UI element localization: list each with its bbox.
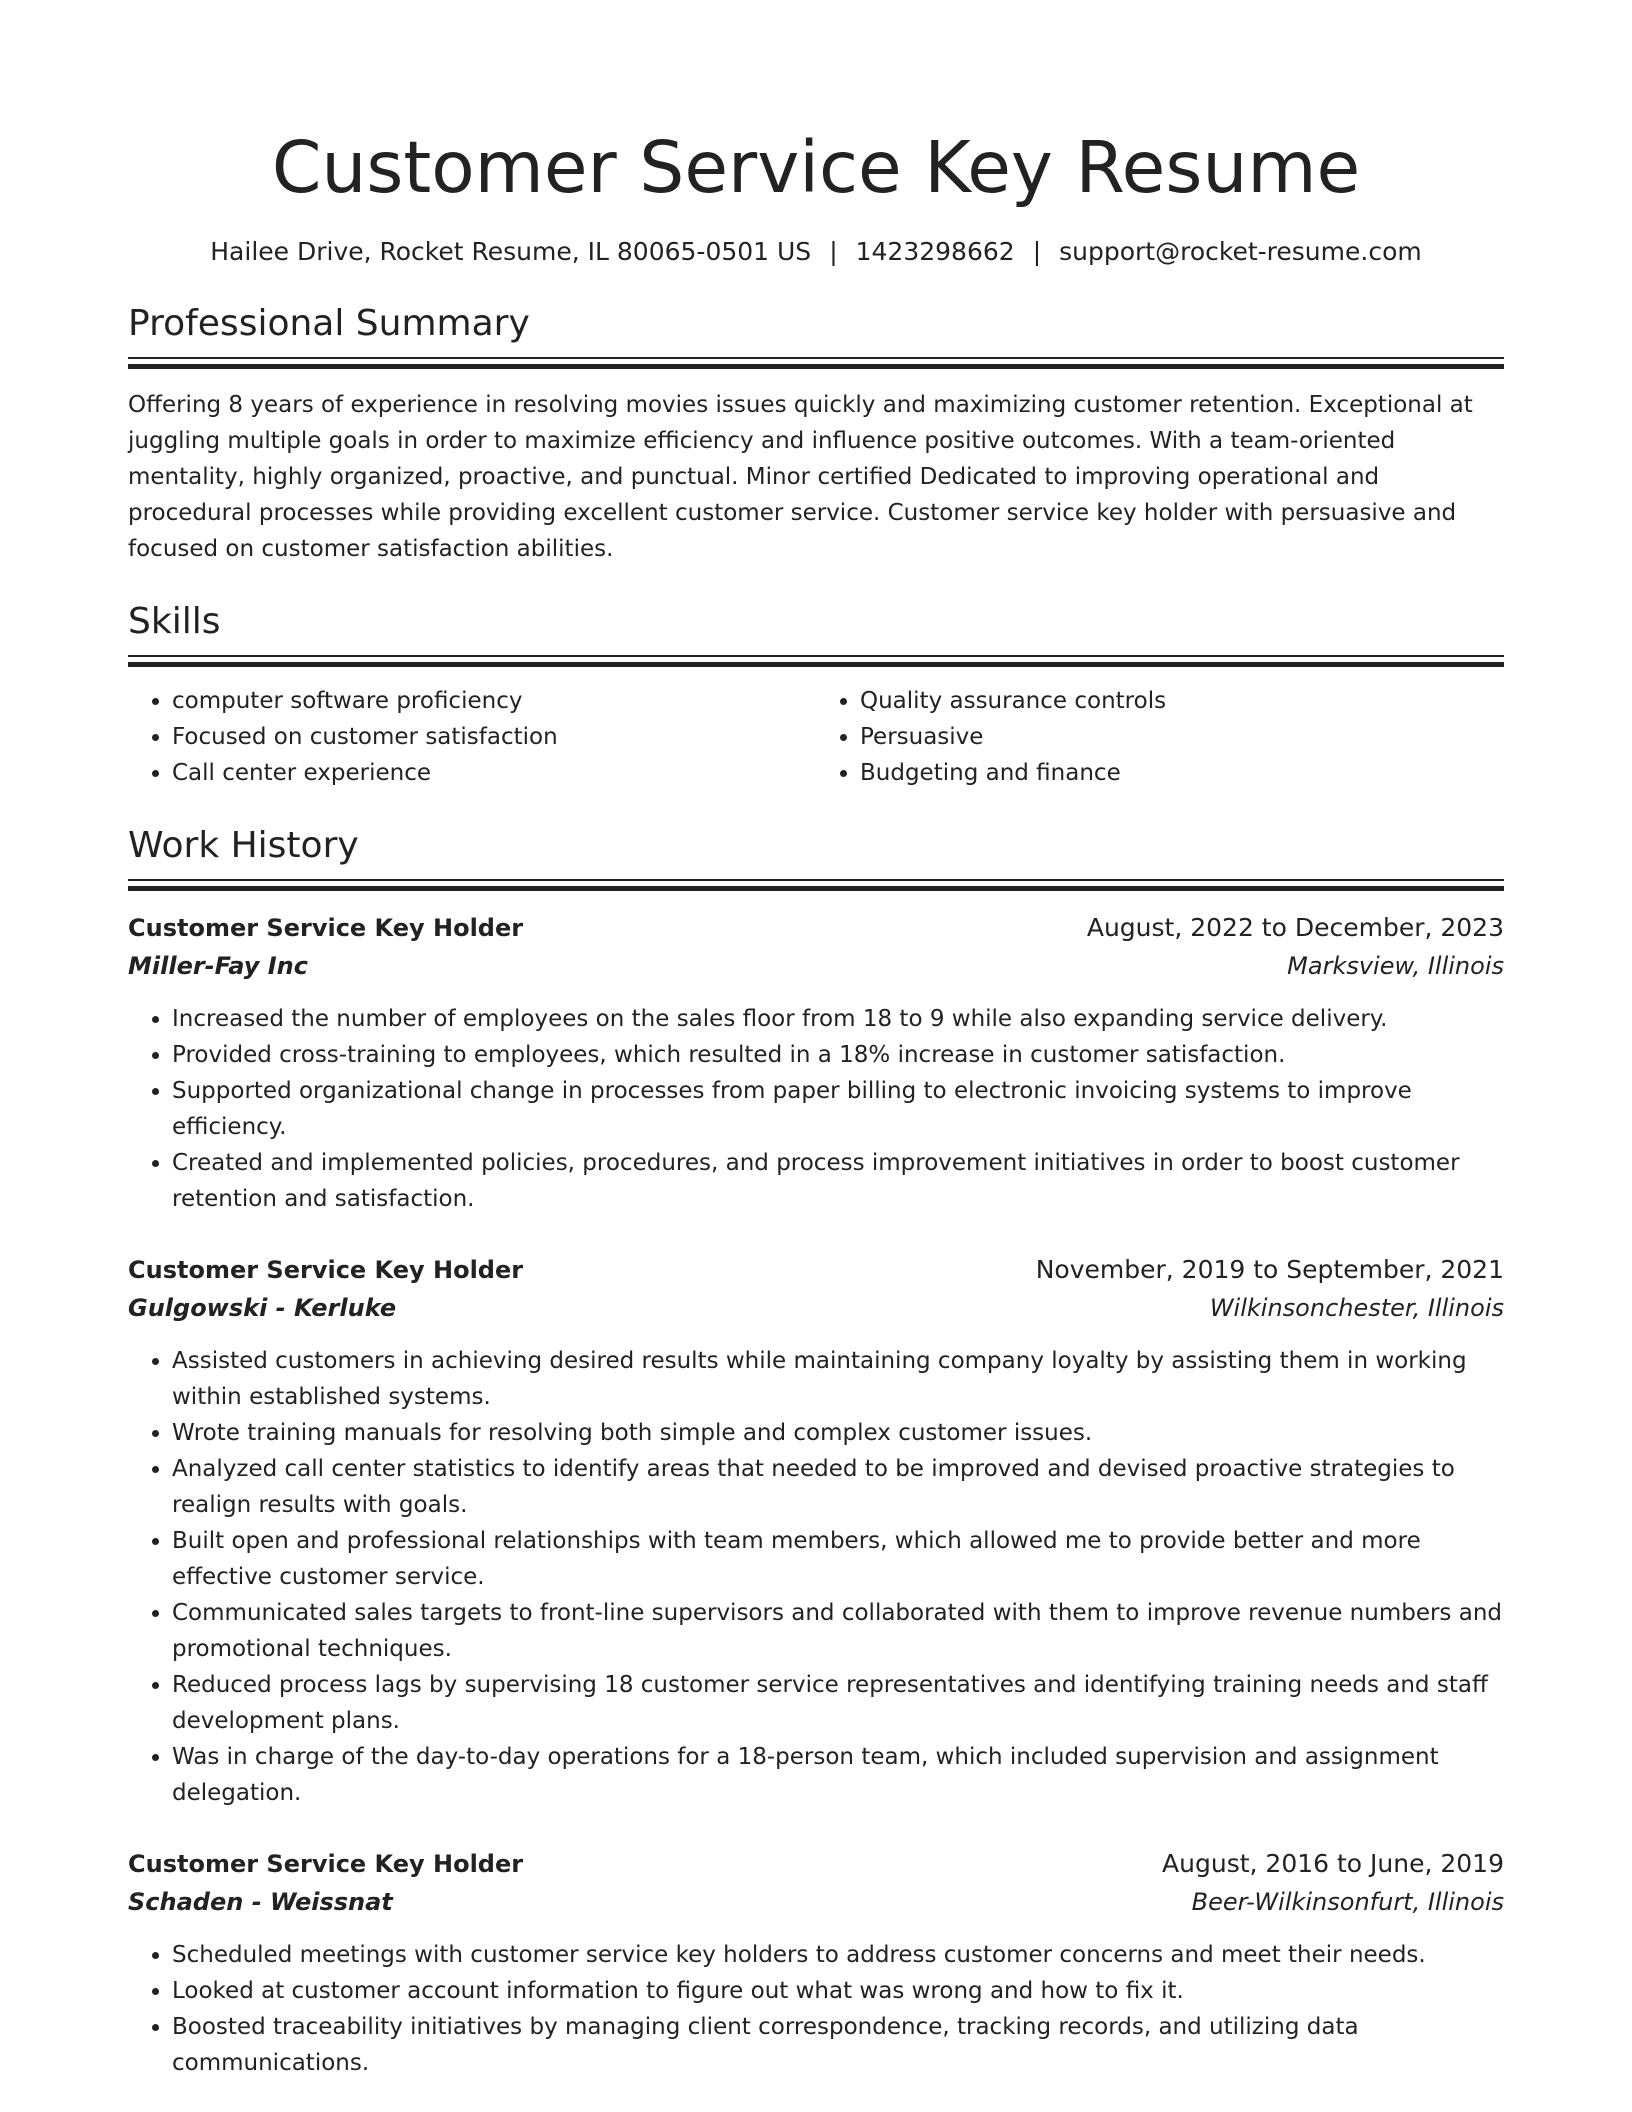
- job-bullets: [128, 1937, 1504, 2081]
- job-bullet: • Analyzed call center statistics to identify areas that needed to be improved and devised proactive strategies to realign results with goals.: [172, 1451, 1504, 1523]
- job-bullet: • Created and implemented policies, procedures, and process improvement initiatives in order to boost customer retention and satisfaction.: [172, 1145, 1504, 1217]
- skill-item: • Quality assurance controls: [860, 683, 1504, 719]
- skill-item: • Focused on customer satisfaction: [172, 719, 816, 755]
- contact-separator: |: [1032, 237, 1042, 266]
- section-title-summary: Professional Summary: [128, 303, 530, 344]
- skills-column-left: [128, 683, 816, 791]
- job-entry: [128, 909, 1504, 1217]
- summary-section: [128, 301, 1504, 567]
- job-bullet: • Was in charge of the day-to-day operations for a 18-person team, which included supervision and assignment delegation.: [172, 1739, 1504, 1811]
- skill-item: • Budgeting and finance: [860, 755, 1504, 791]
- skill-item: • Persuasive: [860, 719, 1504, 755]
- contact-line: [128, 236, 1504, 268]
- job-bullet: • Communicated sales targets to front-line supervisors and collaborated with them to improve revenue numbers and promotional techniques.: [172, 1595, 1504, 1667]
- skills-section: [128, 599, 1504, 791]
- job-location: Wilkinsonchester, Illinois: [1209, 1294, 1504, 1322]
- job-header-row: [128, 909, 1504, 947]
- contact-separator: |: [829, 237, 838, 266]
- section-title-skills: Skills: [128, 601, 221, 642]
- job-bullet: • Provided cross-training to employees, which resulted in a 18% increase in customer satisfaction.: [172, 1037, 1504, 1073]
- section-divider: [128, 357, 1504, 369]
- work-history-section: [128, 823, 1504, 2081]
- job-title: Customer Service Key Holder: [128, 1256, 524, 1284]
- job-bullet: • Built open and professional relationships with team members, which allowed me to provide better and more effective customer service.: [172, 1523, 1504, 1595]
- skills-grid: [128, 683, 1504, 791]
- skill-item: • Call center experience: [172, 755, 816, 791]
- resume-page: [128, 0, 1504, 2081]
- job-dates: August, 2022 to December, 2023: [1086, 913, 1504, 942]
- job-bullet: • Boosted traceability initiatives by managing client correspondence, tracking records, and utilizing data communications.: [172, 2009, 1504, 2081]
- job-bullet: • Wrote training manuals for resolving both simple and complex customer issues.: [172, 1415, 1504, 1451]
- job-location: Beer-Wilkinsonfurt, Illinois: [1191, 1888, 1504, 1916]
- job-bullet: • Supported organizational change in processes from paper billing to electronic invoicing systems to improve efficiency.: [172, 1073, 1504, 1145]
- contact-email: support@rocket-resume.com: [1059, 237, 1422, 266]
- job-bullet: • Looked at customer account information to figure out what was wrong and how to fix it.: [172, 1973, 1504, 2009]
- job-location: Marksview, Illinois: [1287, 952, 1504, 980]
- job-company-row: [128, 1883, 1504, 1921]
- job-bullet: • Reduced process lags by supervising 18 customer service representatives and identifying training needs and staff development plans.: [172, 1667, 1504, 1739]
- skills-column-right: [816, 683, 1504, 791]
- job-dates: November, 2019 to September, 2021: [1035, 1255, 1504, 1284]
- job-dates: August, 2016 to June, 2019: [1162, 1849, 1504, 1878]
- job-company: Gulgowski - Kerluke: [128, 1294, 397, 1322]
- job-title: Customer Service Key Holder: [128, 914, 524, 942]
- resume-title: Customer Service Key Resume: [271, 126, 1361, 209]
- section-divider: [128, 655, 1504, 667]
- section-divider: [128, 879, 1504, 891]
- job-bullet: • Scheduled meetings with customer service key holders to address customer concerns and meet their needs.: [172, 1937, 1504, 1973]
- job-company-row: [128, 947, 1504, 985]
- job-header-row: [128, 1251, 1504, 1289]
- summary-text: Offering 8 years of experience in resolving movies issues quickly and maximizing customer retention. Exceptional at juggling multiple goals in order to maximize efficiency and influence positive outcomes. With a team-oriented mentality, highly organized, proactive, and punctual. Minor certified Dedicated to improving operational and procedural processes while providing excellent customer service. Customer service key holder with persuasive and focused on customer satisfaction abilities.: [128, 392, 1473, 562]
- job-company: Schaden - Weissnat: [128, 1888, 393, 1916]
- job-company: Miller-Fay Inc: [128, 952, 308, 980]
- job-company-row: [128, 1289, 1504, 1327]
- job-entry: [128, 1251, 1504, 1811]
- skill-item: • computer software proficiency: [172, 683, 816, 719]
- contact-phone: 1423298662: [855, 237, 1015, 266]
- job-entry: [128, 1845, 1504, 2081]
- job-header-row: [128, 1845, 1504, 1883]
- job-bullets: [128, 1001, 1504, 1217]
- job-bullet: • Assisted customers in achieving desired results while maintaining company loyalty by assisting them in working within established systems.: [172, 1343, 1504, 1415]
- section-title-work-history: Work History: [128, 825, 359, 866]
- job-bullets: [128, 1343, 1504, 1811]
- contact-address: Hailee Drive, Rocket Resume, IL 80065-0501 US: [210, 237, 812, 266]
- job-bullet: • Increased the number of employees on the sales floor from 18 to 9 while also expanding service delivery.: [172, 1001, 1504, 1037]
- job-title: Customer Service Key Holder: [128, 1850, 524, 1878]
